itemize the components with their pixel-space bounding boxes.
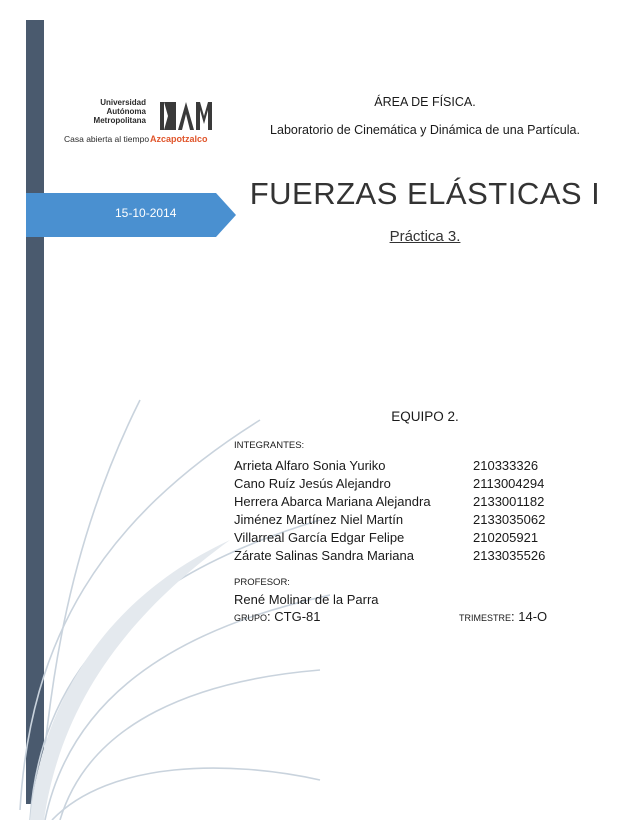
- term-label: TRIMESTRE: [459, 613, 512, 623]
- logo-line-2: Autónoma: [106, 107, 146, 116]
- list-item: [234, 530, 564, 548]
- list-item: [234, 512, 564, 530]
- member-id: 2113004294: [473, 476, 545, 491]
- member-name: Arrieta Alfaro Sonia Yuriko: [234, 458, 386, 473]
- group-field: GRUPO: CTG-81: [234, 609, 321, 624]
- list-item: [234, 476, 564, 494]
- lab-heading: Laboratorio de Cinemática y Dinámica de una Partícula.: [270, 123, 580, 137]
- member-id: 210333326: [473, 458, 539, 473]
- member-name: Cano Ruíz Jesús Alejandro: [234, 476, 391, 491]
- members-label: INTEGRANTES:: [234, 440, 305, 451]
- logo-line-3: Metropolitana: [93, 116, 146, 125]
- list-item: [234, 548, 564, 566]
- group-value: CTG-81: [274, 609, 321, 624]
- area-heading: ÁREA DE FÍSICA.: [374, 95, 476, 109]
- document-subtitle: Práctica 3.: [389, 228, 461, 245]
- member-id: 2133001182: [473, 494, 545, 509]
- list-item: [234, 494, 564, 512]
- term-value: 14-O: [518, 609, 548, 624]
- professor-label: PROFESOR:: [234, 577, 290, 588]
- member-name: Zárate Salinas Sandra Mariana: [234, 548, 414, 563]
- document-title: FUERZAS ELÁSTICAS I: [249, 176, 601, 211]
- member-id: 2133035062: [473, 512, 546, 527]
- team-label: EQUIPO 2.: [391, 409, 459, 424]
- member-name: Herrera Abarca Mariana Alejandra: [234, 494, 431, 509]
- date-label: 15-10-2014: [115, 206, 177, 220]
- members-list: [234, 458, 564, 566]
- logo-line-1: Universidad: [100, 98, 146, 107]
- uam-emblem-icon: [158, 100, 214, 132]
- member-id: 210205921: [473, 530, 539, 545]
- logo-university-name: [64, 98, 146, 125]
- logo-tagline: Casa abierta al tiempo: [64, 134, 150, 144]
- uam-logo: [64, 98, 224, 148]
- member-id: 2133035526: [473, 548, 546, 563]
- group-label: GRUPO: [234, 613, 268, 623]
- logo-campus: Azcapotzalco: [150, 134, 208, 144]
- list-item: [234, 458, 564, 476]
- member-name: Villarreal García Edgar Felipe: [234, 530, 405, 545]
- member-name: Jiménez Martínez Niel Martín: [234, 512, 404, 527]
- professor-name: René Molinar de la Parra: [234, 592, 379, 607]
- term-field: TRIMESTRE: 14-O: [459, 609, 548, 624]
